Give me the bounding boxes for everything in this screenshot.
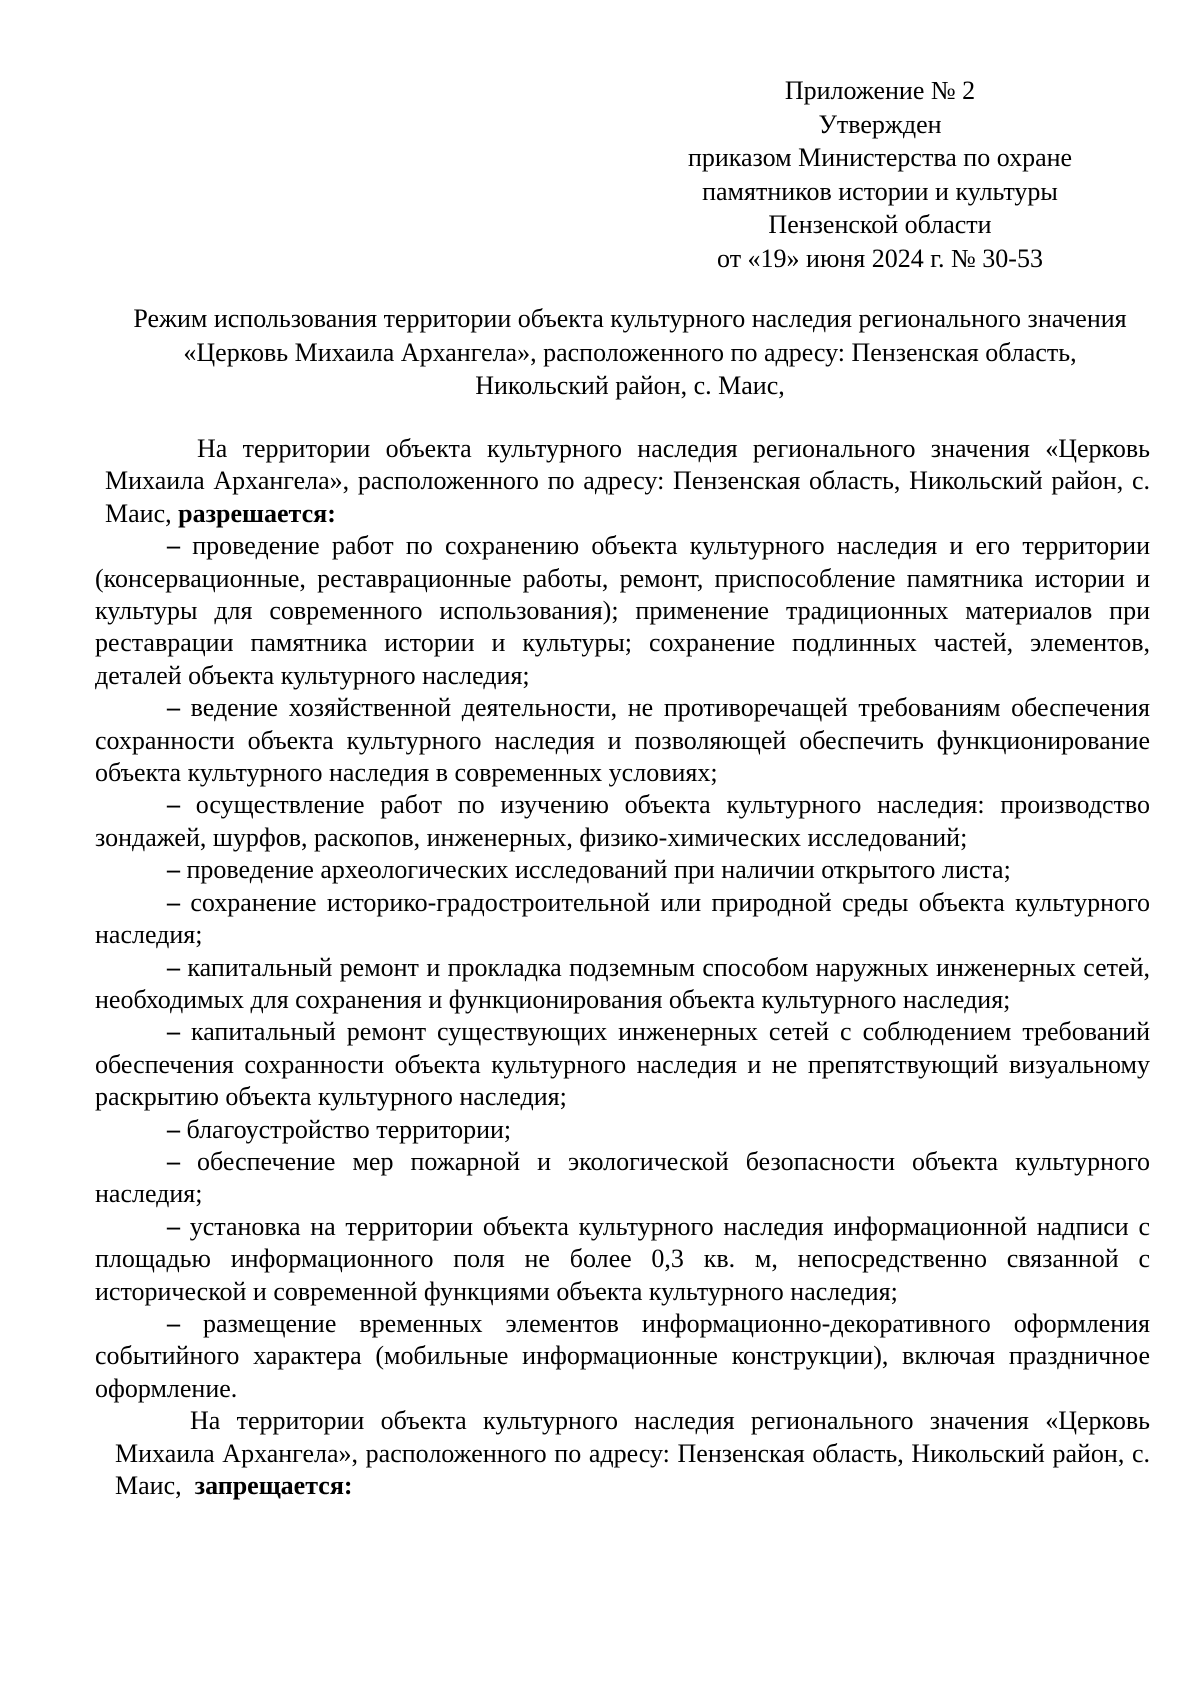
list-item-text: осуществление работ по изучению объекта культурного наследия: производство зондажей, шурфов, раскопов, инженерных, физико-химических исследований; xyxy=(95,790,1150,852)
list-item xyxy=(95,1146,1150,1211)
region-line: Пензенской области xyxy=(768,210,992,239)
list-item xyxy=(95,692,1150,789)
dash-marker: – xyxy=(167,1146,180,1176)
list-item xyxy=(95,1211,1150,1308)
forbidden-intro-text: На территории объекта культурного наследия регионального значения «Церковь Михаила Архангела», расположенного по адресу: Пензенская область, Никольский район, с. Маис, xyxy=(115,1406,1150,1500)
forbidden-intro-paragraph xyxy=(95,1405,1150,1502)
document-title: Режим использования территории объекта культурного наследия регионального значения «Церковь Михаила Архангела», расположенного по адресу: Пензенская область, Никольский район, с. Маис, xyxy=(133,304,1127,400)
dash-marker: – xyxy=(167,1017,180,1047)
list-item-text: размещение временных элементов информационно-декоративного оформления событийного характера (мобильные информационные конструкции), включая праздничное оформление. xyxy=(95,1308,1150,1403)
list-item xyxy=(95,530,1150,692)
order-date: от «19» июня 2024 г. № 30-53 xyxy=(717,243,1043,273)
forbidden-keyword: запрещается: xyxy=(194,1471,353,1500)
dash-marker: – xyxy=(167,887,180,917)
dash-marker: – xyxy=(167,1308,180,1338)
list-item xyxy=(95,789,1150,854)
approved-label: Утвержден xyxy=(818,109,942,139)
list-item-text: установка на территории объекта культурного наследия информационной надписи с площадью информационного поля не более 0,3 кв. м, непосредственно связанной с исторической и современной функциями объекта культурного наследия; xyxy=(95,1211,1150,1306)
list-item xyxy=(95,1114,1150,1146)
list-item xyxy=(95,952,1150,1017)
dash-marker: – xyxy=(167,855,180,885)
list-item-text: сохранение историко-градостроительной или природной среды объекта культурного наследия; xyxy=(95,887,1151,950)
allowed-intro-text: На территории объекта культурного наследия регионального значения «Церковь Михаила Архангела», расположенного по адресу: Пензенская область, Никольский район, с. Маис, xyxy=(105,434,1150,528)
list-item-text: благоустройство территории; xyxy=(186,1114,512,1144)
dash-marker: – xyxy=(167,531,180,561)
approval-block xyxy=(640,74,1120,275)
list-item-text: ведение хозяйственной деятельности, не противоречащей требованиям обеспечения сохранности объекта культурного наследия и позволяющей обеспечить функционирование объекта культурного наследия в современных условиях; xyxy=(95,693,1150,788)
dash-marker: – xyxy=(167,693,180,723)
allowed-keyword: разрешается: xyxy=(178,498,336,528)
dash-marker: – xyxy=(167,1211,180,1241)
list-item-text: обеспечение мер пожарной и экологической безопасности объекта культурного наследия; xyxy=(95,1146,1151,1209)
list-item-text: капитальный ремонт существующих инженерных сетей с соблюдением требований обеспечения сохранности объекта культурного наследия и не препятствующий визуальному раскрытию объекта культурного наследия; xyxy=(95,1017,1151,1112)
allowed-intro-paragraph xyxy=(95,433,1150,530)
dash-marker: – xyxy=(167,952,180,982)
dash-marker: – xyxy=(167,1114,180,1144)
ministry-line: памятников истории и культуры xyxy=(702,176,1058,206)
appendix-number: Приложение № 2 xyxy=(784,76,976,105)
list-item xyxy=(95,1308,1150,1405)
list-item-text: капитальный ремонт и прокладка подземным способом наружных инженерных сетей, необходимых для сохранения и функционирования объекта культурного наследия; xyxy=(95,952,1151,1014)
document-body xyxy=(95,433,1150,1502)
order-line: приказом Министерства по охране xyxy=(687,143,1073,172)
list-item-text: проведение археологических исследований при наличии открытого листа; xyxy=(186,855,1011,885)
dash-marker: – xyxy=(167,790,180,820)
list-item-text: проведение работ по сохранению объекта культурного наследия и его территории (консервационные, реставрационные работы, ремонт, приспособление памятника истории и культуры для современного использования); применение традиционных материалов при реставрации памятника истории и культуры; сохранение подлинных частей, элементов, деталей объекта культурного наследия; xyxy=(95,531,1151,690)
list-item xyxy=(95,887,1150,952)
list-item xyxy=(95,1016,1150,1113)
list-item xyxy=(95,854,1150,886)
